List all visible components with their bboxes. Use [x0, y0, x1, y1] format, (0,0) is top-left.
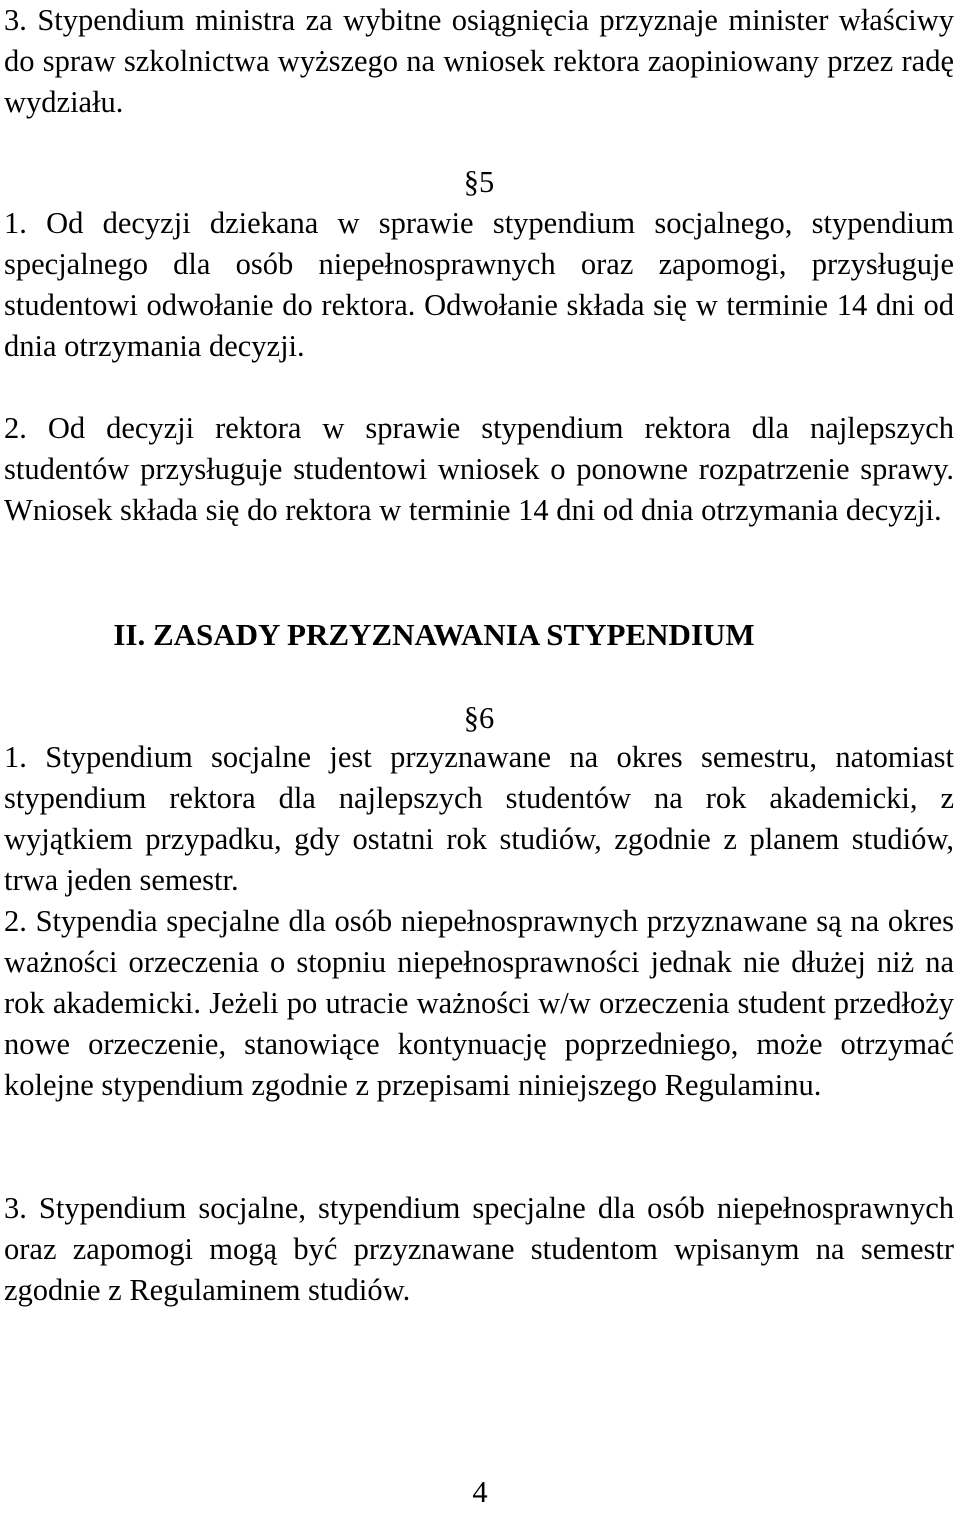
page-number: 4 [472, 1475, 488, 1509]
paragraph-3-intro: 3. Stypendium ministra za wybitne osiągnięcia przyznaje minister właściwy do spraw szkolnictwa wyższego na wniosek rektora zaopiniowany przez radę wydziału. [4, 3, 954, 119]
chapter-heading: II. ZASADY PRZYZNAWANIA STYPENDIUM [113, 617, 755, 652]
section-6-marker: §6 [463, 701, 495, 735]
section-5-paragraph-2: 2. Od decyzji rektora w sprawie stypendium rektora dla najlepszych studentów przysługuje studentowi wniosek o ponowne rozpatrzenie sprawy. Wniosek składa się do rektora w terminie 14 dni od dnia otrzymania decyzji. [4, 411, 954, 527]
section-6-paragraph-3: 3. Stypendium socjalne, stypendium specjalne dla osób niepełnosprawnych oraz zapomogi mogą być przyznawane studentom wpisanym na semestr zgodnie z Regulaminem studiów. [4, 1191, 954, 1307]
section-5-paragraph-1: 1. Od decyzji dziekana w sprawie stypendium socjalnego, stypendium specjalnego dla osób niepełnosprawnych oraz zapomogi, przysługuje studentowi odwołanie do rektora. Odwołanie składa się w terminie 14 dni od dnia otrzymania decyzji. [4, 206, 954, 363]
section-6-paragraph-2: 2. Stypendia specjalne dla osób niepełnosprawnych przyznawane są na okres ważności orzeczenia o stopniu niepełnosprawności jednak nie dłużej niż na rok akademicki. Jeżeli po utracie ważności w/w orzeczenia student przedłoży nowe orzeczenie, stanowiące kontynuację poprzedniego, może otrzymać kolejne stypendium zgodnie z przepisami niniejszego Regulaminu. [4, 904, 954, 1102]
section-5-marker: §5 [463, 165, 495, 199]
section-6-paragraph-1: 1. Stypendium socjalne jest przyznawane na okres semestru, natomiast stypendium rektora dla najlepszych studentów na rok akademicki, z wyjątkiem przypadku, gdy ostatni rok studiów, zgodnie z planem studiów, trwa jeden semestr. [4, 740, 954, 897]
